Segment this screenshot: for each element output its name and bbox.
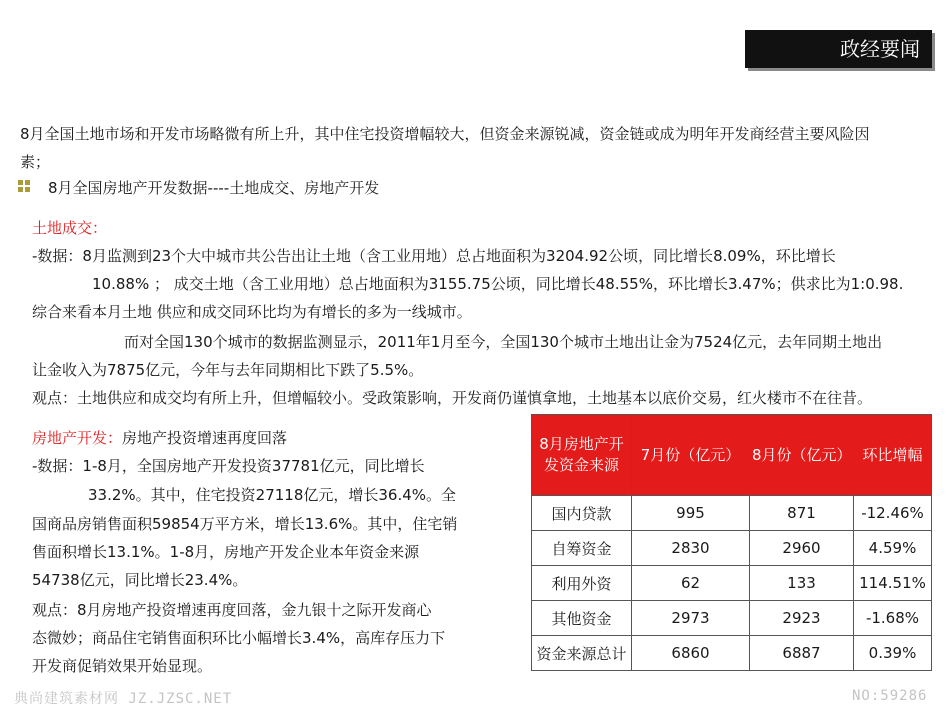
dev-viewpoint-2: 态微妙；商品住宅销售面积环比小幅增长3.4%，高库存压力下 [32,629,446,647]
table-cell: 自筹资金 [532,531,632,566]
dev-heading-line [32,424,287,452]
intro-text-line1: 8月全国土地市场和开发市场略微有所上升，其中住宅投资增幅较大，但资金来源锐减，资金链或成为明年开发商经营主要风险因 [20,125,870,143]
section-bullet-text: 8月全国房地产开发数据----土地成交、房地产开发 [48,179,380,197]
land-line-1: -数据：8月监测到23个大中城市共公告出让土地（含工业用地）总占地面积为3204.92公顷，同比增长8.09%，环比增长 [32,247,836,265]
watermark-right: NO:59286 [852,688,928,704]
table-row [532,496,932,531]
land-line-5: 让金收入为7875亿元，今年与去年同期相比下跌了5.5%。 [32,361,424,379]
table-header-cell: 8月房地产开发资金来源 [532,415,632,496]
table-cell: 114.51% [854,566,932,601]
table-cell: 62 [632,566,750,601]
watermark-left: 典尚建筑素材网 JZ.JZSC.NET [14,691,233,707]
table-cell: 2923 [750,601,854,636]
fund-source-table [531,414,932,671]
table-cell: 2830 [632,531,750,566]
table-row [532,601,932,636]
dev-line-4: 售面积增长13.1%。1-8月，房地产开发企业本年资金来源 [32,543,420,561]
dev-heading: 房地产开发： [32,429,123,447]
table-cell: 0.39% [854,636,932,671]
table-cell: 6887 [750,636,854,671]
table-cell: 2973 [632,601,750,636]
dev-line-1: -数据：1-8月，全国房地产开发投资37781亿元，同比增长 [32,457,425,475]
table-cell: 资金来源总计 [532,636,632,671]
dev-viewpoint-3: 开发商促销效果开始显现。 [32,657,213,675]
table-cell: -1.68% [854,601,932,636]
dev-line-5: 54738亿元，同比增长23.4%。 [32,571,248,589]
page-title: 政经要闻 [745,30,932,68]
table-header-cell: 环比增幅 [854,415,932,496]
table-cell: 6860 [632,636,750,671]
table-cell: 2960 [750,531,854,566]
land-line-4: 而对全国130个城市的数据监测显示，2011年1月至今，全国130个城市土地出让金为7524亿元，去年同期土地出 [124,333,883,351]
table-row [532,566,932,601]
table-cell: 4.59% [854,531,932,566]
table-cell: 国内贷款 [532,496,632,531]
table-cell: 133 [750,566,854,601]
dev-viewpoint-1: 观点：8月房地产投资增速再度回落，金九银十之际开发商心 [32,601,432,619]
table-cell: 利用外资 [532,566,632,601]
table-cell: -12.46% [854,496,932,531]
table-cell: 871 [750,496,854,531]
intro-text-line2: 素； [20,153,51,171]
table-cell: 995 [632,496,750,531]
dev-heading-rest: 房地产投资增速再度回落 [122,429,288,447]
table-header-row [532,415,932,496]
table-cell: 其他资金 [532,601,632,636]
land-viewpoint: 观点：土地供应和成交均有所上升，但增幅较小。受政策影响，开发商仍谨慎拿地，土地基本以底价交易，红火楼市不在往昔。 [32,389,873,407]
land-line-3: 综合来看本月土地 供应和成交同环比均为有增长的多为一线城市。 [32,303,472,321]
table-row [532,531,932,566]
dev-line-2: 33.2%。其中，住宅投资27118亿元，增长36.4%。全 [88,486,457,504]
land-heading: 土地成交： [32,219,108,237]
land-line-2: 10.88% ； 成交土地（含工业用地）总占地面积为3155.75公顷，同比增长48.55%，环比增长3.47%；供求比为1:0.98. [92,275,904,293]
table-header-cell: 7月份（亿元） [632,415,750,496]
table-header-cell: 8月份（亿元） [750,415,854,496]
table-row [532,636,932,671]
dev-line-3: 国商品房销售面积59854万平方米，增长13.6%。其中，住宅销 [32,515,458,533]
square-bullet-icon [18,180,30,192]
